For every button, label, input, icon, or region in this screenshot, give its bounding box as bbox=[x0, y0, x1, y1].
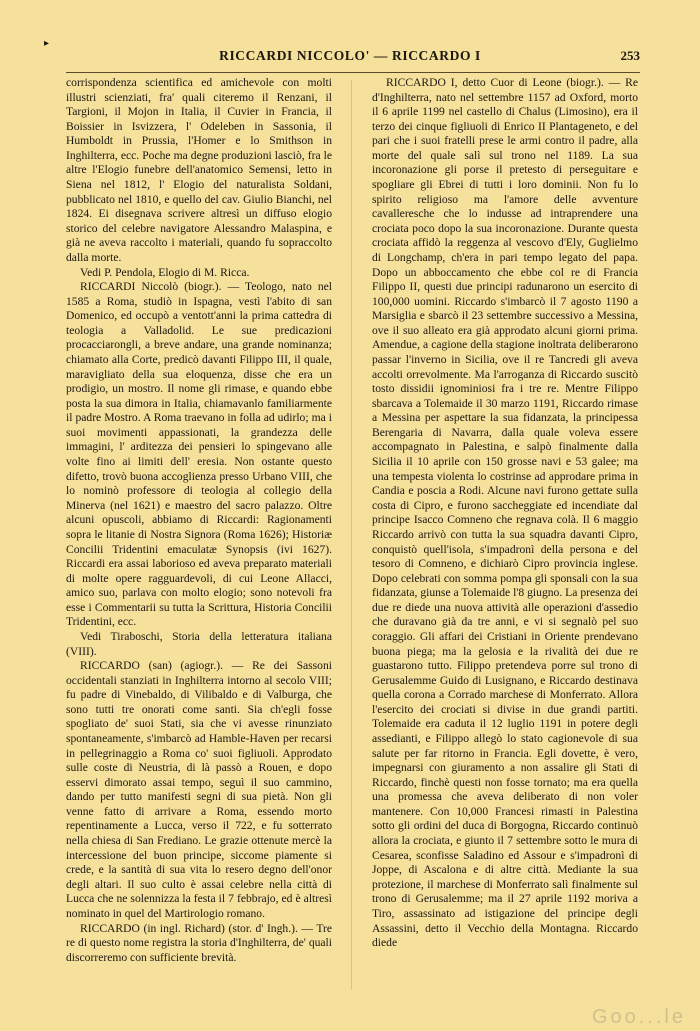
reference-tiraboschi: Vedi Tiraboschi, Storia della letteratura italiana (VIII). bbox=[66, 629, 332, 658]
running-title: RICCARDI NICCOLO' — RICCARDO I bbox=[219, 48, 481, 63]
paragraph-continuation: corrispondenza scientifica ed amichevole con molti illustri scienziati, fra' quali citeremo il Renzani, il Targioni, il Mojon in Italia, il Cuvier in Francia, il Boissier in Isvizzera, l' Odeleben in Sassonia, il Humboldt in Prussia, l'Homer e lo Smithson in Inghilterra, ecc. Poche ma degne produzioni lasciò, fra le altre l'Elogio funebre dell'anatomico Semensi, letto in Siena nel 1812, l' Elogio del naturalista Soldani, pubblicato nel 1810, e quello del cav. Giulio Bianchi, nel 1824. Ei disegnava scrivere altresì un diffuso elogio storico del celebre navigatore Alessandro Malaspina, e già ne aveva raccolto i materiali, quando fu sopraccolto dalla morte. bbox=[66, 76, 332, 264]
watermark: Goo...le bbox=[591, 1006, 686, 1028]
reference-pendola: Vedi P. Pendola, Elogio di M. Ricca. bbox=[80, 265, 250, 279]
page-header bbox=[60, 48, 640, 68]
entry-riccardo-san: RICCARDO (san) (agiogr.). — Re dei Sassoni occidentali stanziati in Inghilterra intorno al secolo VIII; fu padre di Vinebaldo, di Vilibaldo e di Valburga, che sono tutti tre onorati come santi. Sia ch'egli fosse spogliato de' suoi Stati, sia che vi avesse rinunziato spontaneamente, s'imbarcò ad Hamble-Haven per recarsi in pellegrinaggio a Roma co' suoi figliuoli. Approdato sulle coste di Neustria, di là passò a Rouen, e dopo esservi dimorato assai tempo, seguì il suo cammino, dando per tutto manifesti segni di sua pietà. Non gli venne fatto di arrivare a Roma, essendo morto repentinamente a Lucca, verso il 722, e fu sotterrato nella chiesa di San Frediano. Le grazie ottenute mercè la intercessione del buon principe, siccome piamente si crede, e la santità di sua vita lo resero degno dell'onor degli altari. Il suo culto è assai celebre nella città di Lucca che ne solennizza la festa il 7 febbrajo, ed è altresì nominato in quel del Martirologio romano. bbox=[66, 659, 332, 920]
right-column bbox=[372, 76, 638, 951]
entry-riccardo-i: RICCARDO I, detto Cuor di Leone (biogr.). — Re d'Inghilterra, nato nel settembre 1157 ad Oxford, morto il 6 aprile 1199 nel castello di Chalus (Limosino), era il terzo dei cinque figliuoli di Enrico II Plantageneto, e del pari che i suoi fratelli prese le armi contro il padre, alla morte del quale salì sul trono nel 1189. La sua incoronazione gli porse il pretesto di perseguitare e spogliare gli Ebrei di tutti i loro dominii. Non fu lo spirito religioso ma l'amore delle avventure cavalleresche che lo indusse ad intraprendere una crociata poco dopo la sua incoronazione. Durante questa crociata affidò la reggenza al vescovo d'Ely, Guglielmo di Longchamp, ch'era in pari tempo legato del papa. Dopo un abboccamento che ebbe col re di Francia Filippo II, questi due principi radunarono un esercito di 100,000 uomini. Riccardo s'imbarcò il 7 agosto 1190 a Marsiglia e sbarcò il 23 settembre successivo a Messina, ove il suo alleato era già approdato alcuni giorni prima. Amendue, a cagione della stagione inoltrata deliberarono passar l'inverno in Sicilia, ove il re Tancredi gli aveva accolti orrevolmente. Ma l'arroganza di Riccardo suscitò tosto dissidii ignominiosi fra i tre re. Mentre Filippo sbarcava a Tolemaide il 30 marzo 1191, Riccardo rimase a Messina per aspettare la sua fidanzata, la principessa Berengaria di Navarra, dalla quale voleva essere accompagnato in Palestina, e salpò finalmente dalla Sicilia il 10 aprile con 150 grosse navi e 53 galee; ma una tempesta violenta lo costrinse ad approdare prima in Candia e poscia a Rodi. Alcune navi furono gettate sulla costa di Cipro, e furono saccheggiate ed incendiate dal principe Isacco Comneno che regnava colà. Il 6 maggio Riccardo arrivò con tutta la sua squadra davanti Cipro, conquistò quell'isola, s'impadronì della persona e del tesoro di Comneno, e dichiarò Cipro provincia inglese. Dopo celebrati con somma pompa gli sponsali con la sua fidanzata, giunse a Tolemaide l'8 giugno. La presenza dei due re diede una nuova attività alle operazioni d'assedio che duravano già da tre anni, e vi si segnalò pel suo coraggio. Gli affari dei Cristiani in Oriente prendevano buona piega; ma la gelosia e la rivalità dei due re guastarono tutto. Filippo pretendeva porre sul trono di Gerusalemme Guido di Lusignano, e Riccardo destinava quella corona a Corrado marchese di Monferrato. Allora l'esercito dei crociati si divise in due grandi partiti. Tolemaide era caduta il 12 luglio 1191 in potere degli assedianti, e Filippo allegò lo stato cagionevole di sua salute per far ritorno in Francia. Egli dovette, è vero, impegnarsi con giuramento a non assalire gli Stati di Riccardo, finchè questi non fosse tornato; ma era quella una promessa che aveva deliberato di non voler mantenere. Con 10,000 Francesi rimasti in Palestina sotto gli ordini del duca di Borgogna, Riccardo continuò allora la crociata, e giunto il 7 settembre sotto le mura di Cesarea, sconfisse Saladino ed Assour e s'impadronì di Joppe, di Ascalona e di altre città. Mediante la sua protezione, il marchese di Monferrato salì finalmente sul trono di Gerusalemme; ma il 27 aprile 1192 moriva a Tiro, assassinato ad istigazione del principe degli Assassini, detto il Vecchio della Montagna. Riccardo diede bbox=[372, 76, 638, 950]
page-number: 253 bbox=[620, 48, 640, 63]
entry-riccardo-ingl: RICCARDO (in ingl. Richard) (stor. d' Ingh.). — Tre re di questo nome registra la storia d'Inghilterra, de' quali discorreremo con sufficiente brevità. bbox=[66, 921, 332, 964]
column-divider bbox=[351, 80, 352, 990]
margin-mark: ▸ bbox=[44, 38, 50, 49]
left-column bbox=[66, 76, 332, 965]
header-rule bbox=[66, 72, 640, 73]
entry-riccardi-niccolo: RICCARDI Niccolò (biogr.). — Teologo, nato nel 1585 a Roma, studiò in Ispagna, vestì l'abito di san Domenico, ed occupò a ventott'anni la prima cattedra di teologia a Valladolid. Le sue predicazioni procacciarongli, a breve andare, una grande nominanza; chiamato alla Corte, predicò davanti Filippo III, il quale, maravigliato della sua eloquenza, disse che era un prodigio, un mostro. Il nome gli rimase, e quando ebbe posta la sua dimora in Italia, chiamavanlo familiarmente il padre Mostro. A Roma traevano in folla ad udirlo; ma i suoi movimenti appassionati, la grandezza delle immagini, l' arditezza dei pensieri lo spingevano alle volte fino ai limiti dell' eresia. Non ostante questo difetto, trovò buona accoglienza presso Urbano VIII, che lo nominò professore di teologia al collegio della Minerva (nel 1621) e maestro del sacro palazzo. Oltre alcuni opuscoli, abbiamo di Riccardi: Ragionamenti sopra le litanie di Nostra Signora (Roma 1626); Historiæ Concilii Tridentini emaculatæ Synopsis (ivi 1627). Riccardi era assai laborioso ed aveva preparato materiali di molte opere ragguardevoli, di cui Leone Allacci, amico suo, parlava con molto elogio; sono notevoli fra esse i Commentarii su tutta la Scrittura, Historia Concilii Tridentini, ecc. bbox=[66, 280, 332, 629]
